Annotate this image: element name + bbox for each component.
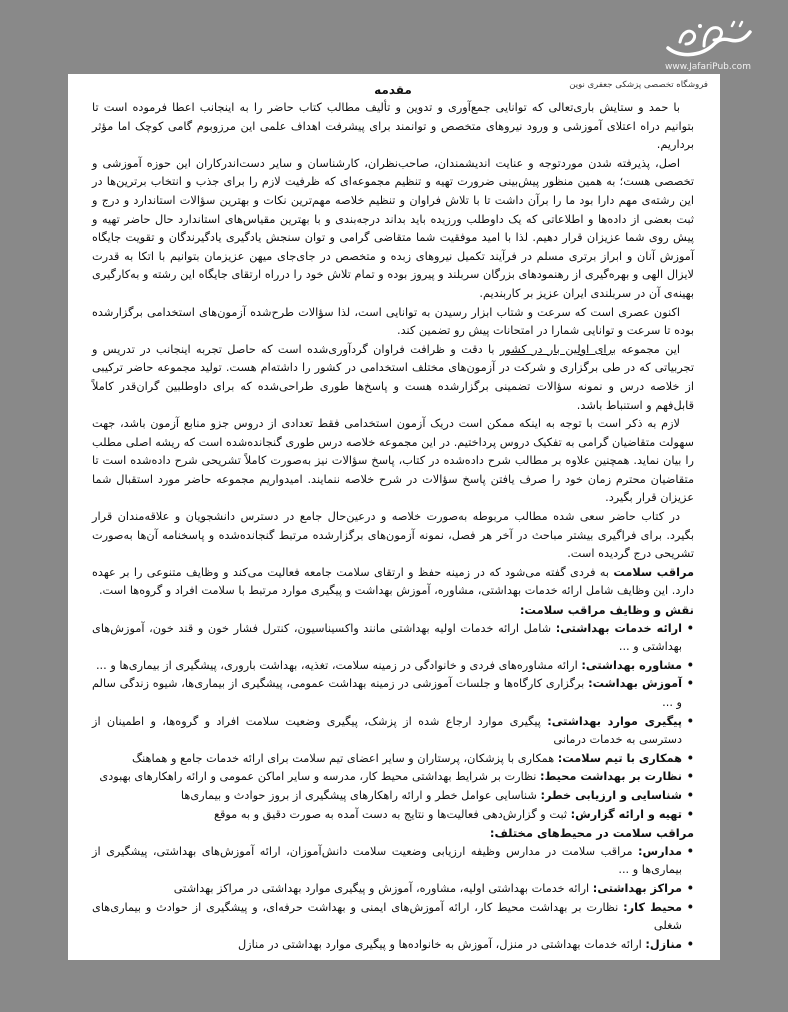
list-term: شناسایی و ارزیابی خطر: — [540, 788, 682, 802]
list-item — [92, 936, 694, 955]
text-run: این مجموعه — [615, 342, 680, 356]
paragraph: با حمد و ستایش باری‌تعالی که توانایی جمع‌آوری و تدوین و تألیف مطالب کتاب حاضر را به اینجانب اعطا فرموده است تا بتوانیم دراه اعتلای آموزشی و ورود نیروهای متخصص و توانمند برای پیشرفت اهداف علمی این مرزوبوم گامی کوچک اما مؤثر برداریم. — [92, 101, 694, 152]
paragraph: در کتاب حاضر سعی شده مطالب مربوطه به‌صورت خلاصه و درعین‌حال جامع در دسترس دانشجویان و علاقه‌مندان قرار بگیرد. برای فراگیری بیشتر مباحث در آخر هر فصل، نمونه آزمون‌های برگزارشده مرتبط گنجانده‌شده و پاسخنامه آن‌ها به‌صورت تشریحی درج گردیده است. — [92, 510, 694, 561]
list-text: نظارت بر بهداشت محیط کار، ارائه آموزش‌های ایمنی و بهداشت حرفه‌ای، و پیشگیری از حوادث و بیماری‌های شغلی — [92, 900, 682, 933]
store-name: فروشگاه تخصصی پزشکی جعفری نوین — [569, 80, 708, 90]
paragraph — [92, 341, 694, 415]
list-item — [92, 787, 694, 806]
list-text: ارائه خدمات بهداشتی در منزل، آموزش به خانواده‌ها و پیگیری موارد بهداشتی در منازل — [237, 937, 646, 951]
underlined-text: برای اولین بار در کشور — [499, 342, 616, 356]
list-item — [92, 713, 694, 750]
list-term: مراکز بهداشتی: — [592, 881, 682, 895]
paragraph: اصل، پذیرفته شدن موردتوجه و عنایت اندیشمندان، صاحب‌نظران، کارشناسان و سایر دست‌اندرکاران این حوزه آموزشی و تخصصی هست؛ به همین منظور پیش‌بینی ضرورت تهیه و تنظیم مجموعه‌ای که ظرفیت لازم را برای جذب و انتخاب برترین‌ها در این رشته‌ی مهم دارا بود ما را برآن داشت تا با تلاش فراوان و تنظیم خلاصه مهم‌ترین نکات و بهترین سؤالات استاندارد و درج و ثبت بعضی از داده‌ها و اطلاعاتی که یک داوطلب ورزیده باید بداند درجه‌بندی و با بهترین مقیاس‌های استاندارد حال حاضر تهیه و پیش روی شما عزیزان قرار دهیم. لذا با امید موفقیت شما متقاضی گرامی و توان سنجش یادگیری یادگیرندگان و تقویت جایگاه آموزش آنان و ابراز برتری مسلم در فرآیند تکمیل نیروهای زبده و متخصص در جای‌جای میهن عزیزمان بتوانیم با اتکا به قدرت لایزال الهی و بهره‌گیری از رهنمودهای بزرگان سربلند و پیروز بوده و تمام تلاش خود را درراه ارتقای جایگاه این رشته و به‌کارگیری بهینه‌ی آن در سربلندی ایران عزیز بر کاربندیم. — [92, 156, 694, 300]
publisher-logo — [648, 18, 768, 78]
list-term: ارائه خدمات بهداشتی: — [555, 621, 682, 635]
list-term: محیط کار: — [623, 900, 682, 914]
list-term: پیگیری موارد بهداشتی: — [547, 714, 682, 728]
list-term: مشاوره بهداشتی: — [581, 658, 682, 672]
text-run: به فردی گفته می‌شود که در زمینه حفظ و ارتقای سلامت جامعه فعالیت می‌کند و وظایف متنوعی را بر عهده دارد. این وظایف شامل ارائه خدمات بهداشتی، مشاوره، آموزش بهداشت و پیگیری موارد مرتبط با سلامت افراد و گروه‌ها است. — [92, 565, 694, 598]
list-text: پیگیری موارد ارجاع شده از پزشک، پیگیری وضعیت سلامت افراد و گروه‌ها، و اطمینان از دسترسی به خدمات درمانی — [92, 714, 682, 747]
list-term: تهیه و ارائه گزارش: — [570, 807, 682, 821]
list-item — [92, 899, 694, 936]
list-item — [92, 880, 694, 899]
list-item — [92, 750, 694, 769]
publisher-url: www.JafariPub.com — [665, 62, 751, 72]
list-text: مراقب سلامت در مدارس وظیفه ارزیابی وضعیت سلامت دانش‌آموزان، ارائه آموزش‌های بهداشتی، پیشگیری از بیماری‌ها و ... — [92, 844, 682, 877]
list-text: برگزاری کارگاه‌ها و جلسات آموزشی در زمینه بهداشت عمومی، پیشگیری از بیماری‌ها، شیوه زندگی سالم و ... — [92, 677, 682, 709]
paragraph: اکنون عصری است که سرعت و شتاب ابزار رسیدن به توانایی است، لذا سؤالات طرح‌شده آزمون‌های استخدامی برگزارشده بوده تا سرعت و توانایی شمارا در امتحانات پیش رو تضمین کند. — [92, 305, 694, 338]
list-item — [92, 843, 694, 880]
list-item — [92, 657, 694, 676]
list-text: نظارت بر شرایط بهداشتی محیط کار، مدرسه و سایر اماکن عمومی و ارائه راهکارهای بهبودی — [99, 770, 541, 784]
duties-list — [92, 620, 694, 825]
list-text: شناسایی عوامل خطر و ارائه راهکارهای پیشگیری از بروز حوادث و بیماری‌ها — [180, 788, 541, 802]
environments-list — [92, 843, 694, 955]
environments-heading: مراقب سلامت در محیط‌های مختلف: — [489, 826, 694, 841]
list-term: منازل: — [645, 937, 682, 951]
list-term: مدارس: — [637, 844, 682, 858]
list-text: شامل ارائه خدمات اولیه بهداشتی مانند واکسیناسیون، کنترل فشار خون و قند خون، آموزش‌های بهداشتی و ... — [92, 621, 682, 654]
list-text: ارائه خدمات بهداشتی اولیه، مشاوره، آموزش و پیگیری موارد بهداشتی در مراکز بهداشتی — [173, 881, 593, 895]
bold-term: مراقب سلامت — [613, 565, 694, 579]
list-text: ثبت و گزارش‌دهی فعالیت‌ها و نتایج به دست آمده به صورت دقیق و به موقع — [213, 807, 571, 821]
duties-heading: نقش و وظایف مراقب سلامت: — [519, 603, 694, 618]
list-term: همکاری با تیم سلامت: — [557, 751, 682, 765]
list-term: نظارت بر بهداشت محیط: — [540, 770, 682, 784]
list-item — [92, 675, 694, 712]
section-title: مقدمه — [374, 83, 412, 97]
paragraph — [92, 564, 694, 601]
list-item — [92, 806, 694, 825]
document-page — [68, 74, 720, 960]
calligraphy-logo-icon — [660, 18, 756, 62]
paragraph: لازم به ذکر است با توجه به اینکه ممکن است دریک آزمون استخدامی فقط تعدادی از دروس جزو منابع آزمون باشد، جهت سهولت متقاضیان گرامی به تفکیک دروس پرداختیم. در این مجموعه خلاصه درس طوری گنجانده‌شده است که ریشه اصلی مطلب را بیان نماید. همچنین علاوه بر مطالب شرح داده‌شده در کتاب، پاسخ سؤالات نیز به‌صورت کاملاً تشریحی شرح داده‌شده است تا متقاضیان محترم زمان خود را صرف یافتن پاسخ سؤالات در شرح خلاصه ننمایند. امیدواریم مجموعه حاضر مورد استقبال شما عزیزان قرار بگیرد. — [92, 417, 694, 505]
list-item — [92, 620, 694, 657]
text-run: با دقت و ظرافت فراوان گردآوری‌شده است که حاصل تجربه اینجانب در تدریس و تجربیاتی که در طی برگزاری و شرکت در آزمون‌های مختلف استخدامی در کشور را داشته‌ام هست. تولید مجموعه حاضر ترکیبی از خلاصه درس و نمونه سؤالات تضمینی برگزارشده هست و پاسخ‌ها طوری طراحی‌شده که برای داوطلبین گران‌قدر کاملاً قابل‌فهم و استنباط باشد. — [92, 342, 694, 412]
list-text: همکاری با پزشکان، پرستاران و سایر اعضای تیم سلامت برای ارائه خدمات جامع و هماهنگ — [131, 751, 558, 765]
list-term: آموزش بهداشت: — [588, 677, 682, 691]
list-item — [92, 768, 694, 787]
list-text: ارائه مشاوره‌های فردی و خانوادگی در زمینه سلامت، تغذیه، بهداشت باروری، پیشگیری از بیماری‌ها و ... — [95, 658, 582, 672]
